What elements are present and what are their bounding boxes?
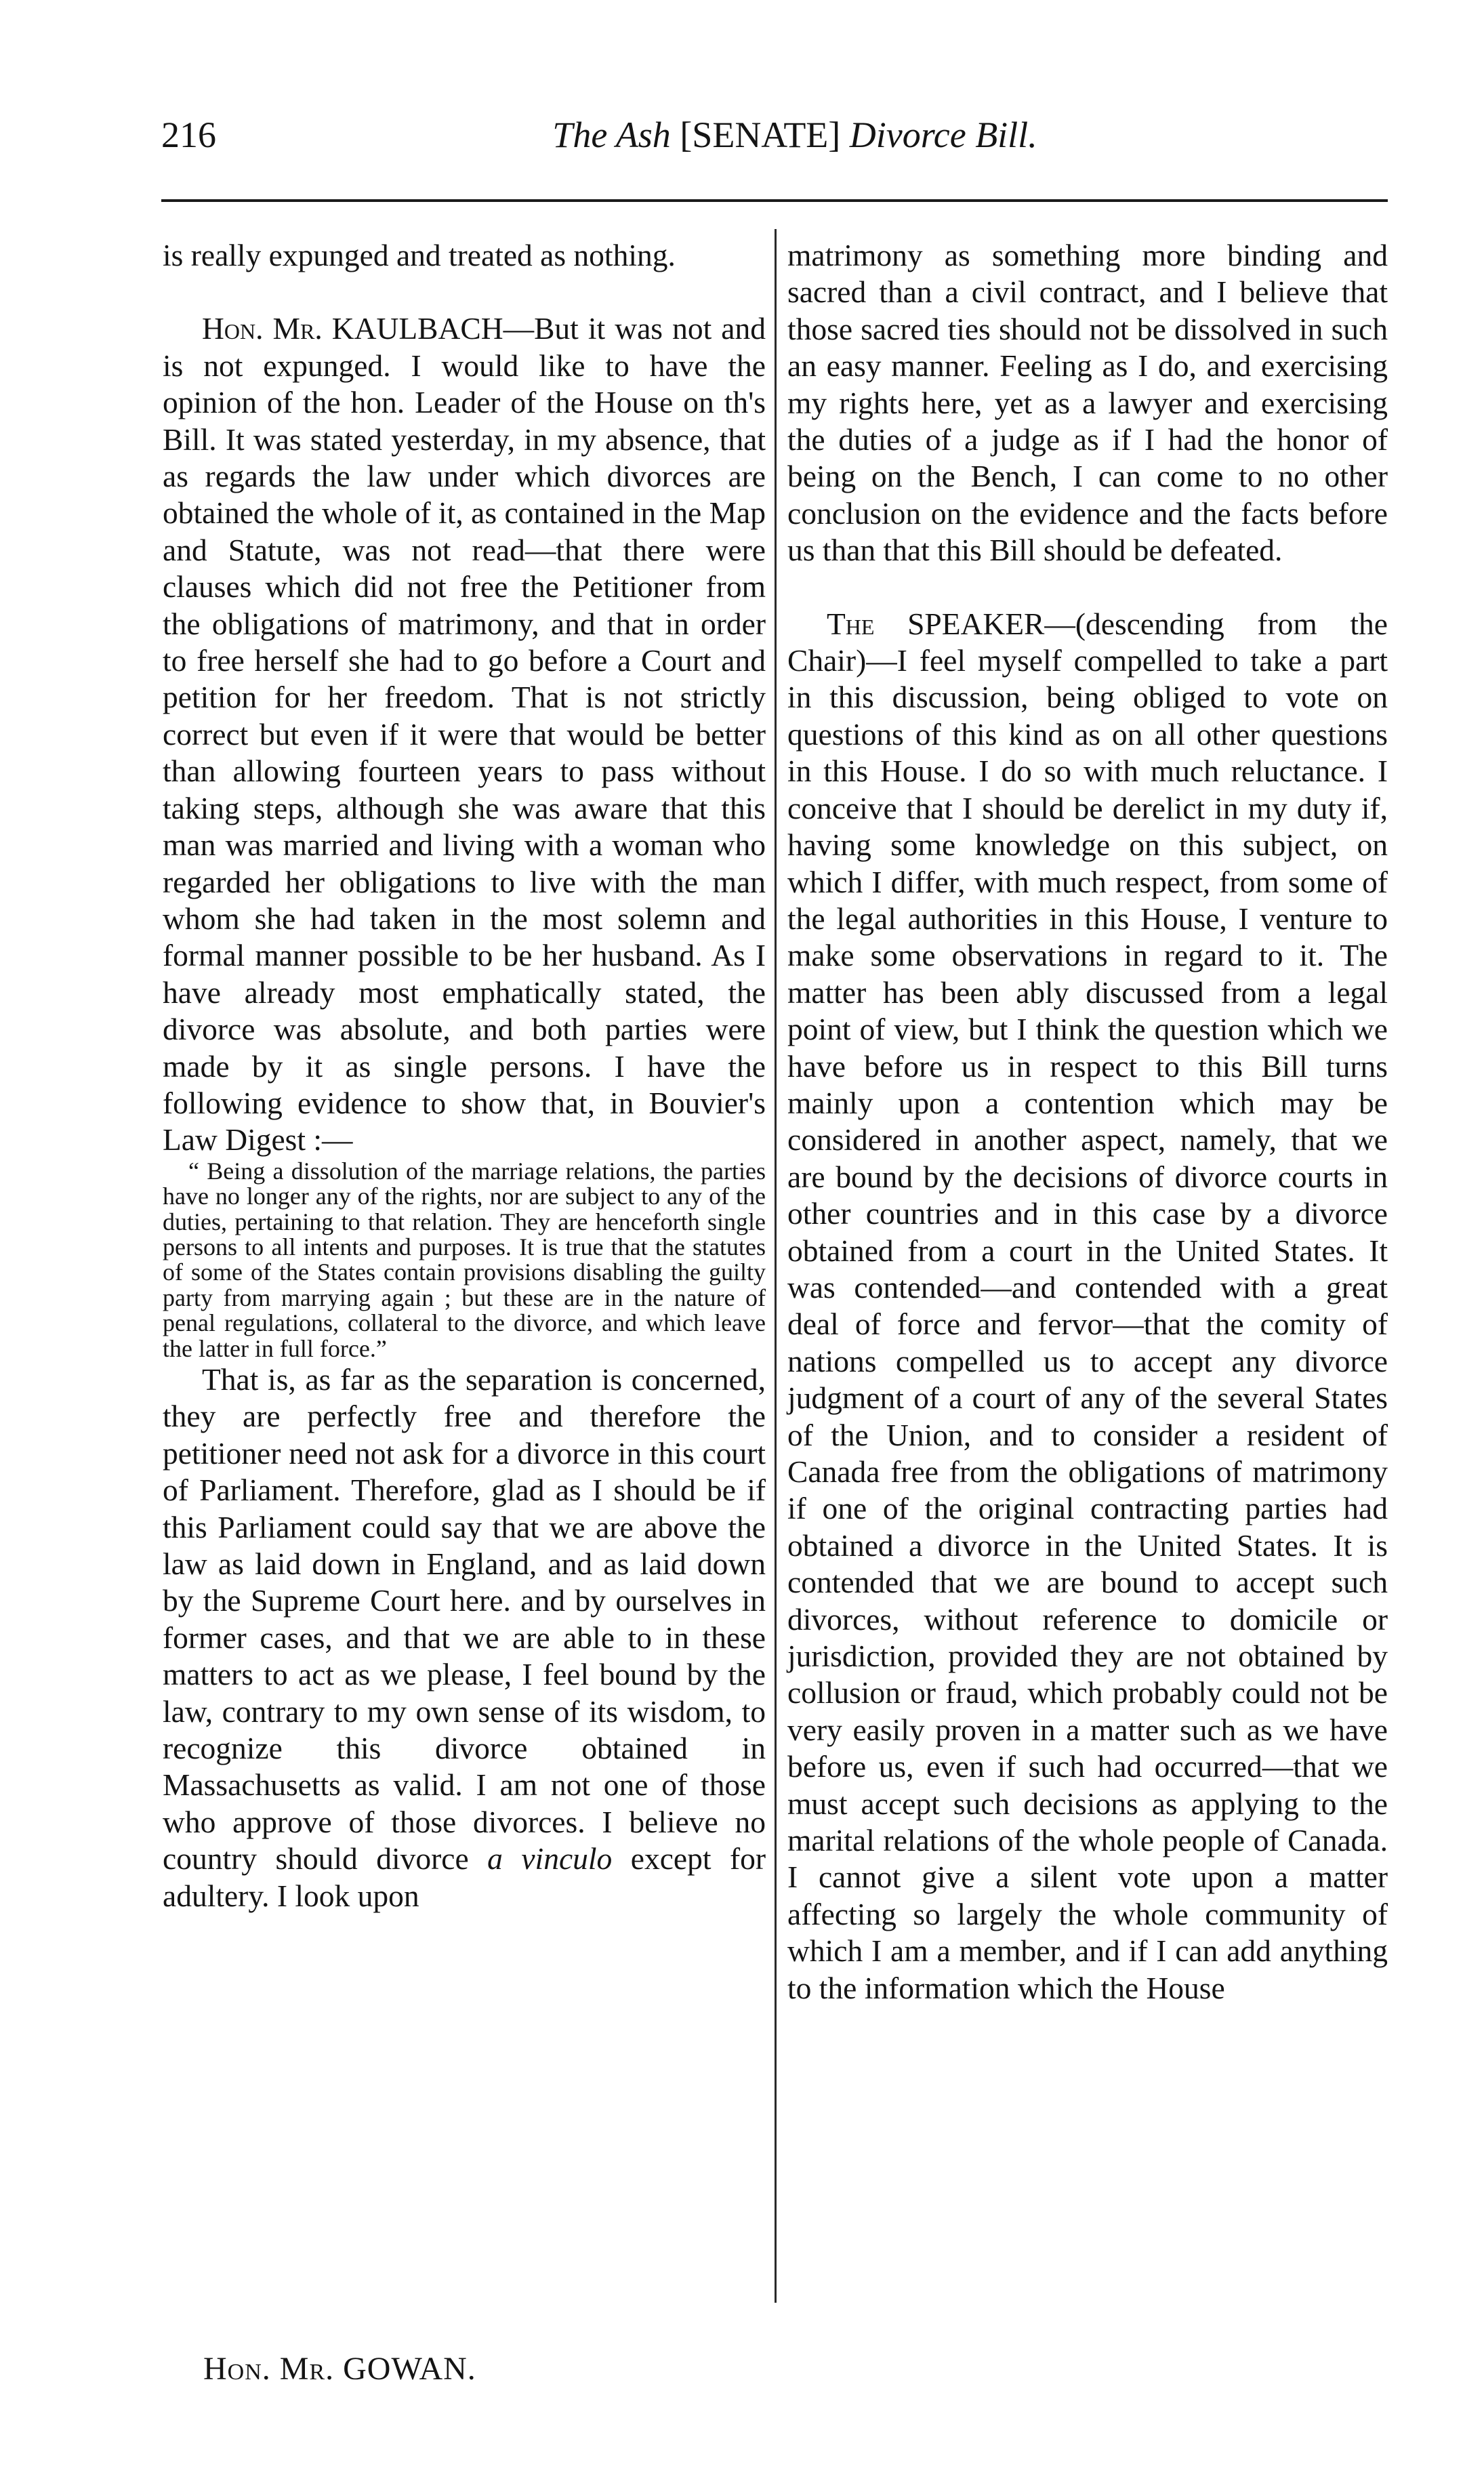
page-footer-catchword: Hon. Mr. GOWAN. xyxy=(203,2351,476,2387)
kaulbach-paragraph-continued xyxy=(163,1361,766,1914)
left-column xyxy=(163,237,766,1914)
kaulbach-paragraph xyxy=(163,310,766,1158)
kaulbach-text-end: except for adultery. I look upon xyxy=(163,1841,766,1913)
speaker-name-speaker: The SPEAKER xyxy=(827,606,1045,641)
left-paragraph-continued: is really expunged and treated as nothing. xyxy=(163,238,676,272)
running-head xyxy=(161,114,1388,156)
right-paragraph-continued: matrimony as something more binding and sacred than a civil contract, and I believe that those sacred ties should not be dissolved in such an easy manner. Feeling as I do, and exercising my rights here, yet as a lawyer and exercising the duties of a judge as if I had the honor of being on the Bench, I can come to no other conclusion on the evidence and the facts before us than that this Bill should be defeated. xyxy=(787,238,1388,568)
page-header xyxy=(161,114,1388,168)
right-column xyxy=(787,237,1388,2007)
kaulbach-text: —But it was not and is not expunged. I would like to have the opinion of the hon. Leader of the House on th's Bill. It was stated yesterday, in my absence, that as regards the law under which divorces are obtained the whole of it, as contained in the Map and Statute, was not read—that there were clauses which did not free the Petitioner from the obligations of matrimony, and that in order to free herself she had to go before a Court and petition for her freedom. That is not strictly correct but even if it were that would be better than allowing fourteen years to pass without taking steps, although she was aware that this man was married and living with a woman who regarded her obligations to live with the man whom she had taken in the most solemn and formal manner possible to be her husband. As I have already most emphatically stated, the divorce was absolute, and both parties were made by it as single persons. I have the following evidence to show that, in Bouvier's Law Digest :— xyxy=(163,311,766,1157)
speaker-paragraph xyxy=(787,606,1388,2007)
running-head-title-left: The Ash xyxy=(552,115,671,155)
column-divider xyxy=(775,229,777,2303)
latin-phrase: a vinculo xyxy=(487,1841,613,1876)
running-head-chamber: [SENATE] xyxy=(680,115,841,155)
page-number: 216 xyxy=(161,115,216,155)
running-head-title-right: Divorce Bill. xyxy=(849,115,1037,155)
speaker-name-kaulbach: Hon. Mr. KAULBACH xyxy=(202,311,503,346)
bouvier-quotation: “ Being a dissolution of the marriage relations, the parties have no longer any of the rights, nor are subject to any of the duties, pertaining to that relation. They are henceforth single persons to all intents and purposes. It is true that the statutes of some of the States contain provisions disabling the guilty party from marrying again ; but these are in the nature of penal regulations, collateral to the divorce, and which leave the latter in full force.” xyxy=(163,1157,766,1362)
kaulbach-text-continued: That is, as far as the separation is concerned, they are perfectly free and therefore the petitioner need not ask for a divorce in this court of Parliament. Therefore, glad as I should be if this Parliament could say that we are above the law as laid down in England, and as laid down by the Supreme Court here. and by ourselves in former cases, and that we are able to in these matters to act as we please, I feel bound by the law, contrary to my own sense of its wisdom, to recognize this divorce obtained in Massachusetts as valid. I am not one of those who approve of those divorces. I believe no country should divorce xyxy=(163,1362,766,1876)
speaker-text: —(descending from the Chair)—I feel myself compelled to take a part in this discussion, being obliged to vote on questions of this kind as on all other questions in this House. I do so with much reluctance. I conceive that I should be derelict in my duty if, having some knowledge on this subject, on which I differ, with much respect, from some of the legal authorities in this House, I venture to make some observations in regard to it. The matter has been ably discussed from a legal point of view, but I think the question which we have before us in respect to this Bill turns mainly upon a contention which may be considered in another aspect, namely, that we are bound by the decisions of divorce courts in other countries and in this case by a divorce obtained from a court in the United States. It was contended—and contended with a great deal of force and fervor—that the comity of nations compelled us to accept any divorce judgment of a court of any of the several States of the Union, and to consider a resident of Canada free from the obligations of matrimony if one of the original contracting parties had obtained a divorce in the United States. It is contended that we are bound to accept such divorces, without reference to domicile or jurisdiction, provided they are not obtained by collusion or fraud, which probably could not be very easily proven in a matter such as we have before us, even if such had occurred—that we must accept such decisions as applying to the marital relations of the whole people of Canada. I cannot give a silent vote upon a matter affecting so largely the whole community of which I am a member, and if I can add anything to the information which the House xyxy=(787,606,1388,2005)
header-rule xyxy=(161,199,1388,202)
